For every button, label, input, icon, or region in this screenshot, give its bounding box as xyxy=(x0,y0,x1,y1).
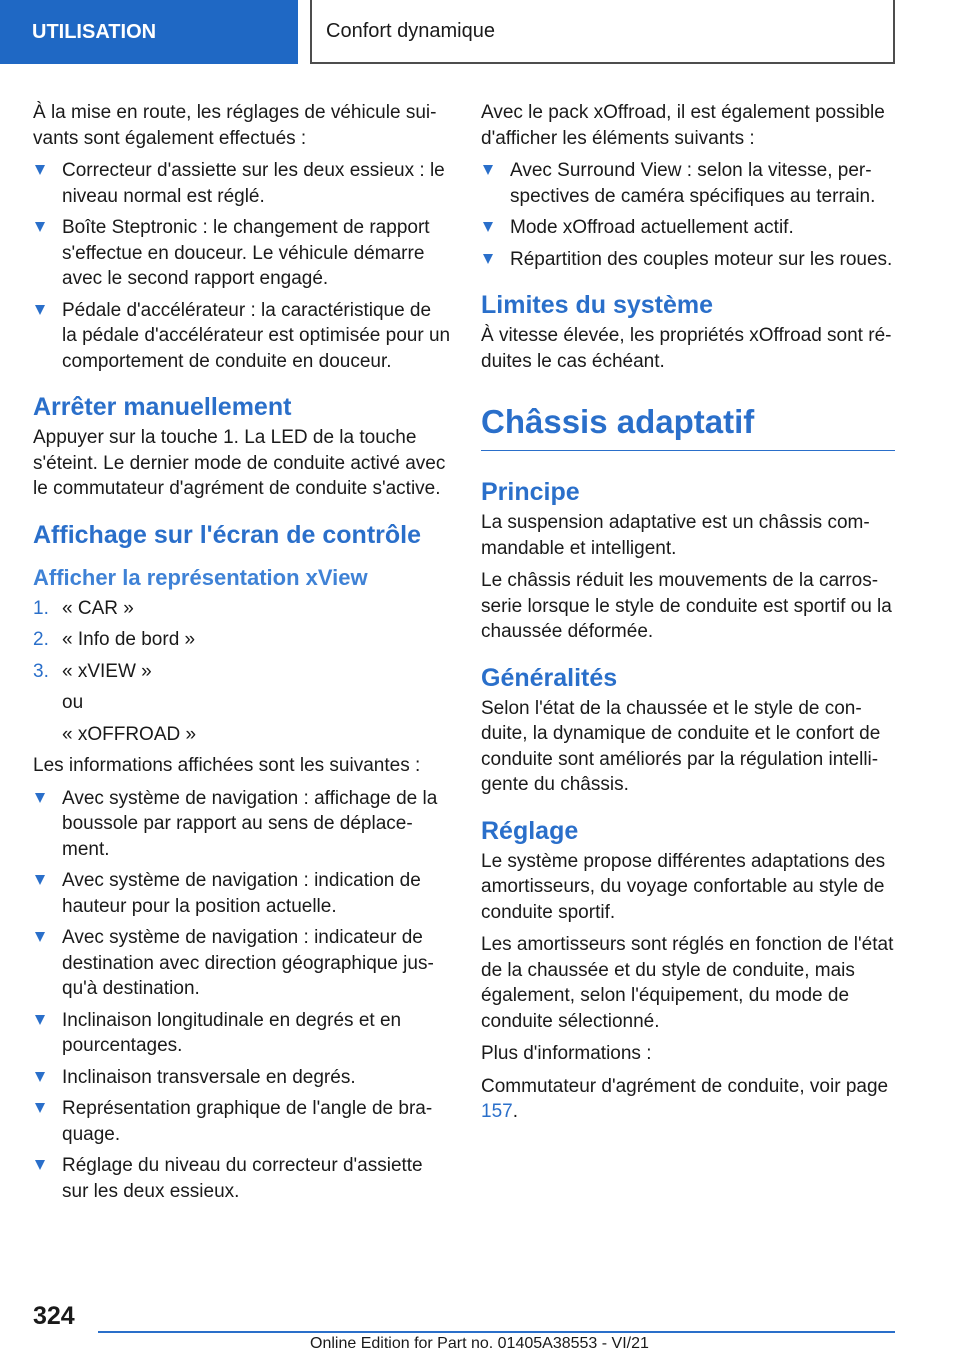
edition-note: Online Edition for Part no. 01405A38553 - VI/21 xyxy=(310,1335,649,1352)
heading-manual-stop: Arrêter manuellement xyxy=(33,393,292,421)
triangle-bullet-icon xyxy=(35,305,45,315)
triangle-bullet-icon xyxy=(35,222,45,232)
intro-paragraph: À la mise en route, les réglages de véhicule sui-vants sont également effectués : xyxy=(33,102,437,149)
step-number: 1. xyxy=(33,597,49,619)
info-bullet-list xyxy=(33,786,451,1205)
intro-bullet-list xyxy=(33,158,451,374)
triangle-bullet-icon xyxy=(35,165,45,175)
xoffroad-intro-paragraph: Avec le pack xOffroad, il est également possible d'afficher les éléments suivants : xyxy=(481,102,885,149)
xoffroad-bullet-list xyxy=(481,158,895,272)
list-item: Correcteur d'assiette sur les deux essieux : le niveau normal est réglé. xyxy=(33,158,451,209)
info-intro-paragraph: Les informations affichées sont les suivantes : xyxy=(33,755,421,776)
list-item: Avec système de navigation : indicateur de destination avec direction géographique jus-qu'à destination. xyxy=(33,925,451,1002)
triangle-bullet-icon xyxy=(35,1072,45,1082)
heading-system-limits: Limites du système xyxy=(481,291,714,319)
triangle-bullet-icon xyxy=(35,1103,45,1113)
manual-stop-paragraph: Appuyer sur la touche 1. La LED de la touche s'éteint. Le dernier mode de conduite activé avec le commutateur d'agrément de conduite s'active. xyxy=(33,427,446,499)
heading-control-display: Affichage sur l'écran de contrôle xyxy=(33,520,421,549)
footer-divider xyxy=(98,1331,895,1333)
triangle-bullet-icon xyxy=(35,793,45,803)
triangle-bullet-icon xyxy=(483,165,493,175)
triangle-bullet-icon xyxy=(35,932,45,942)
section-tab xyxy=(0,0,298,64)
list-item: Pédale d'accélérateur : la caractéristique de la pédale d'accélérateur est optimisée pour un comportement de conduite en douceur. xyxy=(33,298,451,375)
list-item: Répartition des couples moteur sur les roues. xyxy=(481,247,895,273)
right-column xyxy=(481,100,895,1132)
setting-paragraph-2: Les amortisseurs sont réglés en fonction de l'état de la chaussée et du style de conduite, mais également, selon l'équipement, du mode de conduite sélectionné. xyxy=(481,934,894,1032)
list-item: Mode xOffroad actuellement actif. xyxy=(481,215,895,241)
list-item: Inclinaison transversale en degrés. xyxy=(33,1065,451,1091)
step3-or: ou xyxy=(62,692,84,713)
limits-paragraph: À vitesse élevée, les propriétés xOffroad sont ré-duites le cas échéant. xyxy=(481,325,892,372)
triangle-bullet-icon xyxy=(35,1015,45,1025)
principle-paragraph-1: La suspension adaptative est un châssis com-mandable et intelligent. xyxy=(481,512,870,559)
chapter-title-text: Confort dynamique xyxy=(326,19,495,42)
triangle-bullet-icon xyxy=(35,875,45,885)
more-info-label: Plus d'informations : xyxy=(481,1043,652,1064)
page-link[interactable]: 157 xyxy=(481,1101,513,1122)
steps-list xyxy=(33,596,451,685)
page-number: 324 xyxy=(33,1302,75,1330)
triangle-bullet-icon xyxy=(483,254,493,264)
section-label: UTILISATION xyxy=(32,20,157,43)
list-item: 2. « Info de bord » xyxy=(33,627,451,653)
list-item: Boîte Steptronic : le changement de rapport s'effectue en douceur. Le véhicule démarre avec le second rapport engagé. xyxy=(33,215,451,292)
principle-paragraph-2: Le châssis réduit les mouvements de la carros-serie lorsque le style de conduite est sportif ou la chaussée déformée. xyxy=(481,570,892,642)
setting-paragraph-1: Le système propose différentes adaptations des amortisseurs, du voyage confortable au style de conduite sportif. xyxy=(481,850,886,923)
list-item: 3. « xVIEW » xyxy=(33,659,451,685)
triangle-bullet-icon xyxy=(483,222,493,232)
heading-setting: Réglage xyxy=(481,816,579,845)
step-number: 3. xyxy=(33,660,49,682)
heading-xview: Afficher la représentation xView xyxy=(33,564,368,590)
triangle-bullet-icon xyxy=(35,1160,45,1170)
list-item: Réglage du niveau du correcteur d'assiette sur les deux essieux. xyxy=(33,1153,451,1204)
heading-adaptive-chassis: Châssis adaptatif xyxy=(481,400,895,451)
list-item: 1. « CAR » xyxy=(33,596,451,622)
heading-principle: Principe xyxy=(481,478,580,506)
left-column xyxy=(33,100,451,1213)
step3-alt: « xOFFROAD » xyxy=(62,723,197,745)
list-item: Avec Surround View : selon la vitesse, per-spectives de caméra spécifiques au terrain. xyxy=(481,158,895,209)
list-item: Inclinaison longitudinale en degrés et en pourcentages. xyxy=(33,1008,451,1059)
general-paragraph: Selon l'état de la chaussée et le style de con-duite, la dynamique de conduite et le confort de conduite sont améliorés par la régulation intelli-gente du châssis. xyxy=(481,697,881,795)
chapter-title xyxy=(310,0,895,64)
heading-general: Généralités xyxy=(481,663,618,692)
page-reference: Commutateur d'agrément de conduite, voir page 157. xyxy=(481,1075,889,1122)
list-item: Avec système de navigation : affichage de la boussole par rapport au sens de déplace-ment. xyxy=(33,786,451,863)
step-number: 2. xyxy=(33,629,49,650)
list-item: Représentation graphique de l'angle de bra-quage. xyxy=(33,1096,451,1147)
list-item: Avec système de navigation : indication de hauteur pour la position actuelle. xyxy=(33,868,451,919)
